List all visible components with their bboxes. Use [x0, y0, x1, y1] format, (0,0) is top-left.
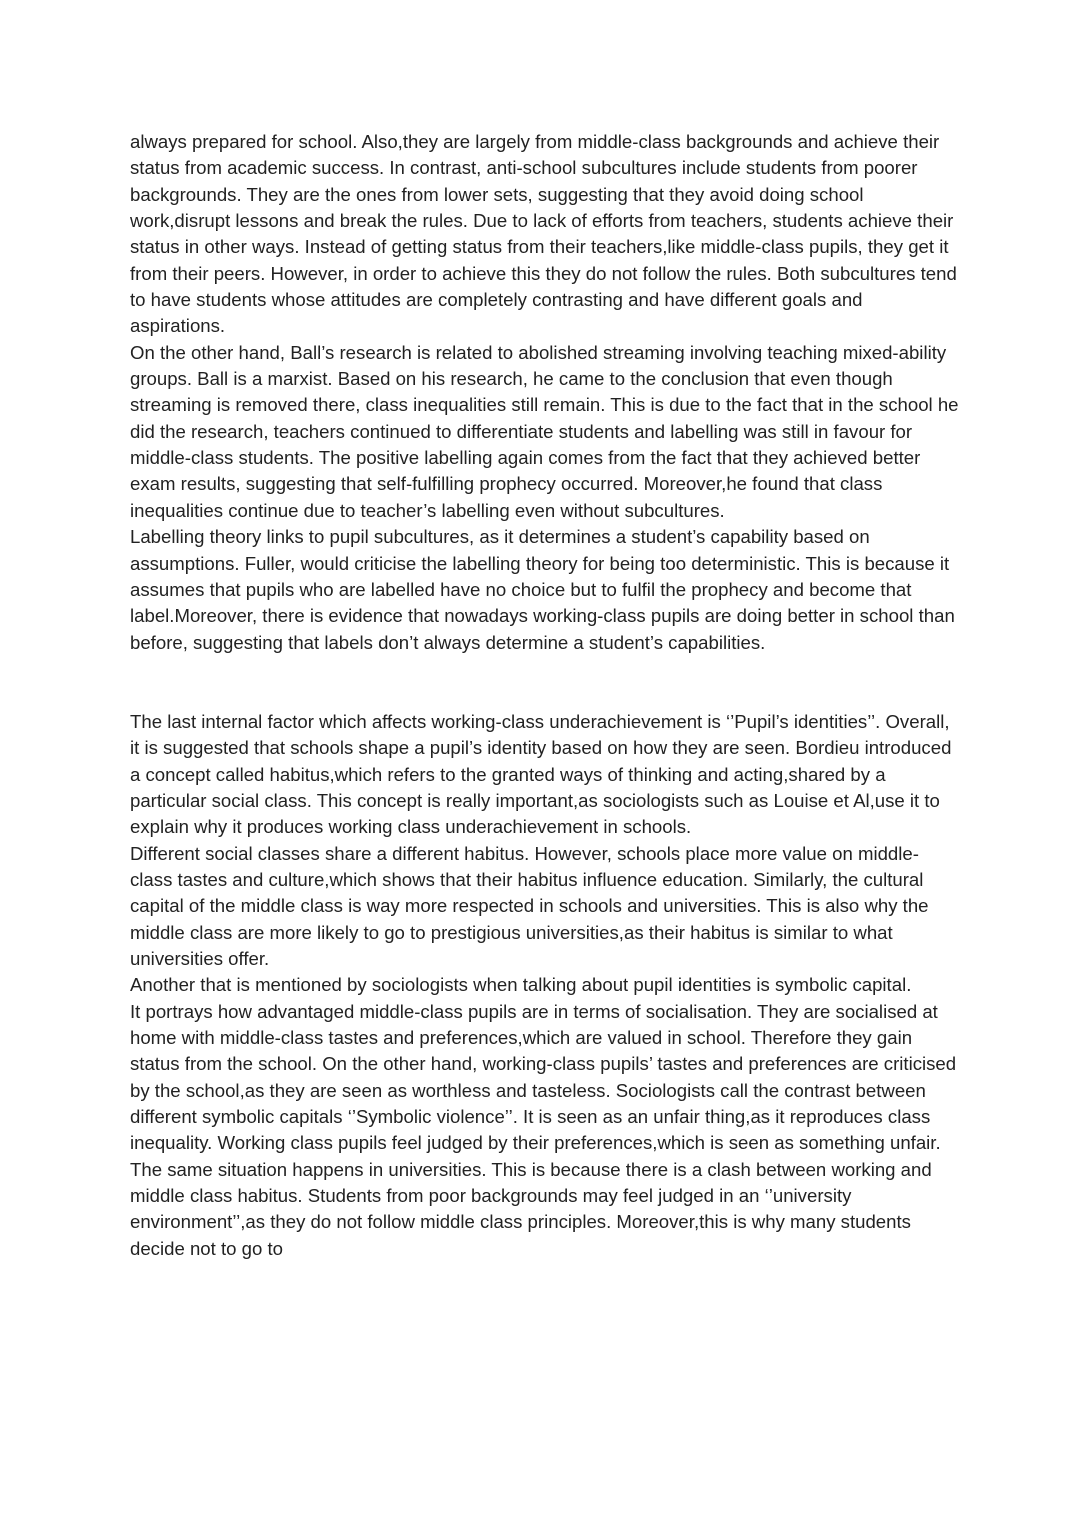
paragraph-ball-research: On the other hand, Ball’s research is related to abolished streaming involving teaching mixed-ability groups. Ball is a marxist. Based on his research, he came to the conclusion that even though streaming is removed there, class inequalities still remain. This is due to the fact that in the school he did the research, teachers continued to differentiate students and labelling was still in favour for middle-class students. The positive labelling again comes from the fact that they achieved better exam results, suggesting that self-fulfilling prophecy occurred. Moreover,he found that class inequalities continue due to teacher’s labelling even without subcultures. — [130, 341, 959, 521]
paragraph-pupil-identities: The last internal factor which affects working-class underachievement is ‘’Pupil’s identities’’. Overall, it is suggested that schools shape a pupil’s identity based on how they are seen. Bordieu introduced a concept called habitus,which refers to the granted ways of thinking and acting,shared by a particular social class. This concept is really important,as sociologists such as Louise et Al,use it to explain why it produces working class underachievement in schools. — [130, 710, 952, 838]
document-page — [130, 129, 960, 1262]
paragraph-subcultures: always prepared for school. Also,they are largely from middle-class backgrounds and achieve their status from academic success. In contrast, anti-school subcultures include students from poorer backgrounds. They are the ones from lower sets, suggesting that they avoid doing school work,disrupt lessons and break the rules. Due to lack of efforts from teachers, students achieve their status in other ways. Instead of getting status from their teachers,like middle-class pupils, they get it from their peers. However, in order to achieve this they do not follow the rules. Both subcultures tend to have students whose attitudes are completely contrasting and have different goals and aspirations. — [130, 131, 957, 337]
paragraph-labelling-theory: Labelling theory links to pupil subcultures, as it determines a student’s capability based on assumptions. Fuller, would criticise the labelling theory for being too deterministic. This is because it assumes that pupils who are labelled have no choice but to fulfil the prophecy and become that label.Moreover, there is evidence that nowadays working-class pupils are doing better in school than before, suggesting that labels don’t always determine a student’s capabilities. — [130, 526, 955, 653]
paragraph-habitus: Different social classes share a different habitus. However, schools place more value on middle-class tastes and culture,which shows that their habitus influence education. Similarly, the cultural capital of the middle class is way more respected in schools and universities. This is also why the middle class are more likely to go to prestigious universities,as their habitus is similar to what universities offer. — [130, 842, 929, 969]
paragraph-symbolic-capital-intro: Another that is mentioned by sociologists when talking about pupil identities is symbolic capital. — [130, 974, 912, 996]
section-gap — [130, 656, 960, 709]
paragraph-symbolic-violence: It portrays how advantaged middle-class pupils are in terms of socialisation. They are socialised at home with middle-class tastes and preferences,which are valued in school. Therefore they gain status from the school. On the other hand, working-class pupils’ tastes and preferences are criticised by the school,as they are seen as worthless and tasteless. Sociologists call the contrast between different symbolic capitals ‘’Symbolic violence’’. It is seen as an unfair thing,as it reproduces class inequality. Working class pupils feel judged by their preferences,which is seen as something unfair. The same situation happens in universities. This is because there is a clash between working and middle class habitus. Students from poor backgrounds may feel judged in an ‘’university environment’’,as they do not follow middle class principles. Moreover,this is why many students decide not to go to — [130, 1000, 957, 1259]
